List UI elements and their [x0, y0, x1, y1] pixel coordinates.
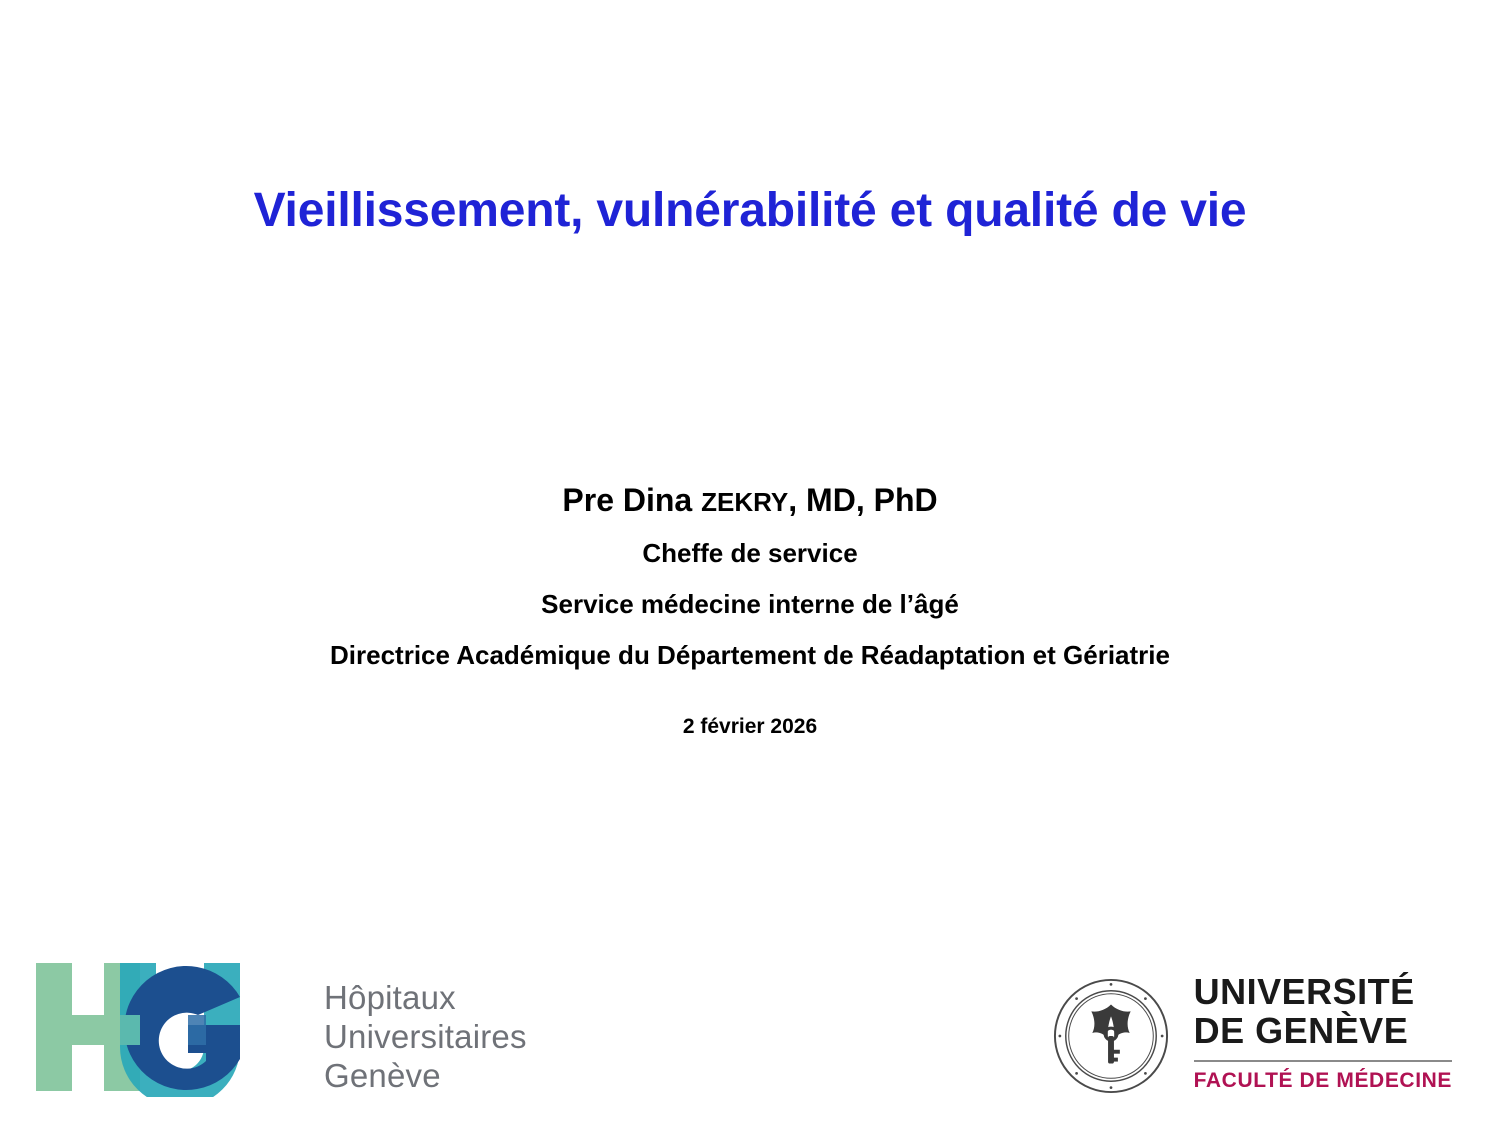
hug-logo — [32, 957, 527, 1097]
hug-logo-icon — [32, 957, 302, 1097]
author-service: Service médecine interne de l’âgé — [541, 589, 959, 619]
unige-name-line1: UNIVERSITÉ — [1193, 971, 1415, 1012]
unige-divider — [1194, 1060, 1452, 1062]
author-name-suffix: , MD, PhD — [788, 482, 938, 518]
author-block — [0, 480, 1500, 739]
unige-seal-icon — [1052, 977, 1170, 1095]
page-title: Vieillissement, vulnérabilité et qualité de vie — [253, 184, 1247, 237]
hug-logo-text — [324, 979, 527, 1096]
unige-logo — [1052, 973, 1452, 1095]
hug-text-line1: Hôpitaux — [324, 979, 456, 1016]
author-role: Cheffe de service — [642, 538, 858, 568]
author-name — [0, 480, 1500, 520]
unige-logo-text — [1194, 973, 1452, 1093]
hug-text-line3: Genève — [324, 1056, 441, 1094]
presentation-date: 2 février 2026 — [682, 715, 818, 738]
hug-text-line2: Universitaires — [324, 1017, 527, 1055]
unige-name-line2: DE GENÈVE — [1193, 1009, 1409, 1051]
unige-faculty-label: FACULTÉ DE MÉDECINE — [1193, 1068, 1452, 1092]
author-name-smallcaps: ZEKRY — [701, 487, 789, 517]
author-name-prefix: Pre Dina — [562, 482, 702, 518]
author-direction: Directrice Académique du Département de Réadaptation et Gériatrie — [330, 640, 1170, 670]
